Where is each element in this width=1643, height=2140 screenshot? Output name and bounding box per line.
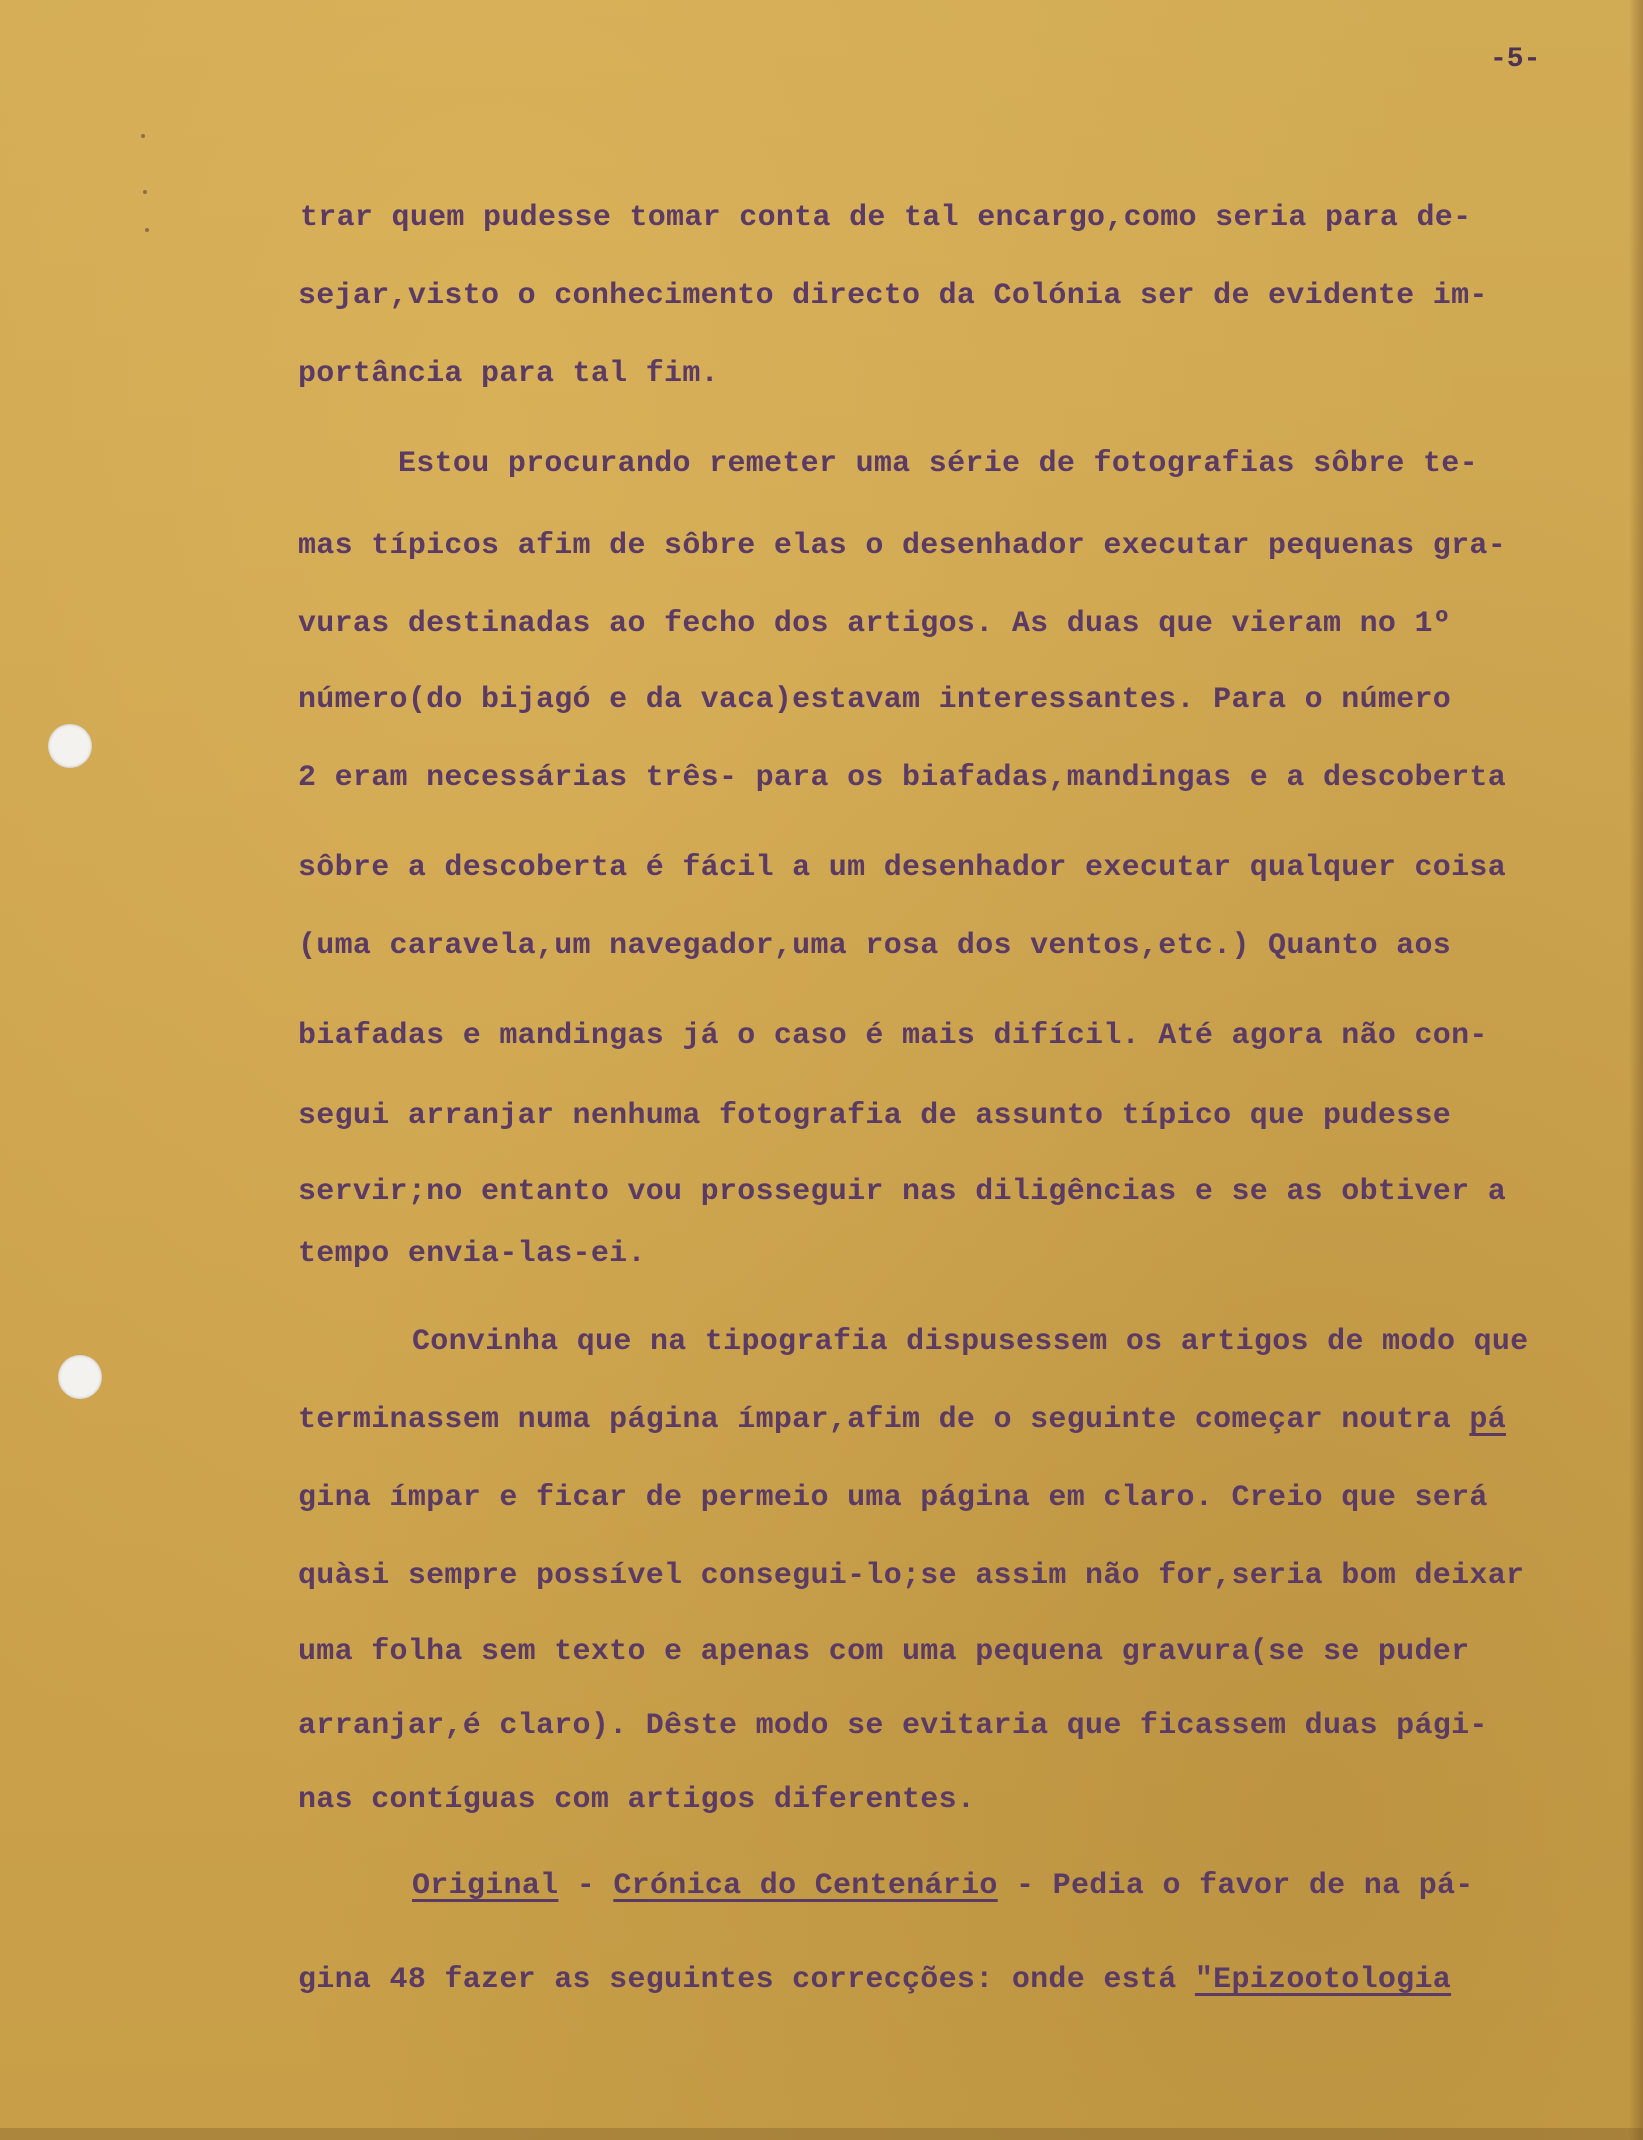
underlined-text: pá <box>1469 1403 1506 1437</box>
text-segment: - Pedia o favor de na pá- <box>997 1869 1474 1903</box>
text-line: número(do bijagó e da vaca)estavam interessantes. Para o número <box>298 683 1452 717</box>
text-line: servir;no entanto vou prosseguir nas diligências e se as obtiver a <box>298 1175 1506 1209</box>
page-bottom-edge <box>0 2128 1643 2140</box>
text-segment: terminassem numa página ímpar,afim de o seguinte começar noutra <box>298 1403 1470 1437</box>
punch-hole <box>58 1355 102 1399</box>
text-line: biafadas e mandingas já o caso é mais difícil. Até agora não con- <box>298 1019 1488 1053</box>
text-line: Convinha que na tipografia dispusessem os artigos de modo que <box>412 1325 1529 1359</box>
text-line: sejar,visto o conhecimento directo da Colónia ser de evidente im- <box>298 279 1488 313</box>
page-number: -5- <box>1490 44 1541 75</box>
underlined-text: "Epizootologia <box>1194 1963 1452 1997</box>
text-line: 2 eram necessárias três- para os biafadas,mandingas e a descoberta <box>298 761 1506 795</box>
text-line: quàsi sempre possível consegui-lo;se assim não for,seria bom deixar <box>298 1559 1525 1593</box>
text-line: arranjar,é claro). Dêste modo se evitaria que ficassem duas pági- <box>298 1709 1488 1743</box>
text-line: nas contíguas com artigos diferentes. <box>298 1783 976 1817</box>
text-line <box>298 1400 1506 1440</box>
text-line: gina ímpar e ficar de permeio uma página em claro. Creio que será <box>298 1481 1488 1515</box>
text-line: trar quem pudesse tomar conta de tal encargo,como seria para de- <box>300 201 1472 235</box>
text-line <box>412 1866 1474 1906</box>
text-line: segui arranjar nenhuma fotografia de assunto típico que pudesse <box>298 1099 1452 1133</box>
text-line: sôbre a descoberta é fácil a um desenhador executar qualquer coisa <box>298 851 1506 885</box>
text-segment: gina 48 fazer as seguintes correcções: onde está <box>298 1963 1195 1997</box>
text-line: vuras destinadas ao fecho dos artigos. As duas que vieram no 1º <box>298 607 1452 641</box>
text-segment: - <box>558 1869 614 1903</box>
underlined-text: Crónica do Centenário <box>613 1869 998 1903</box>
text-line: portância para tal fim. <box>298 357 719 391</box>
text-line: Estou procurando remeter uma série de fotografias sôbre te- <box>398 447 1478 481</box>
text-line: tempo envia-las-ei. <box>298 1237 646 1271</box>
text-line: mas típicos afim de sôbre elas o desenhador executar pequenas gra- <box>298 529 1506 563</box>
text-line: uma folha sem texto e apenas com uma pequena gravura(se se puder <box>298 1635 1470 1669</box>
underlined-text: Original <box>412 1869 559 1903</box>
text-line: (uma caravela,um navegador,uma rosa dos ventos,etc.) Quanto aos <box>298 929 1452 963</box>
text-line <box>298 1960 1451 2000</box>
